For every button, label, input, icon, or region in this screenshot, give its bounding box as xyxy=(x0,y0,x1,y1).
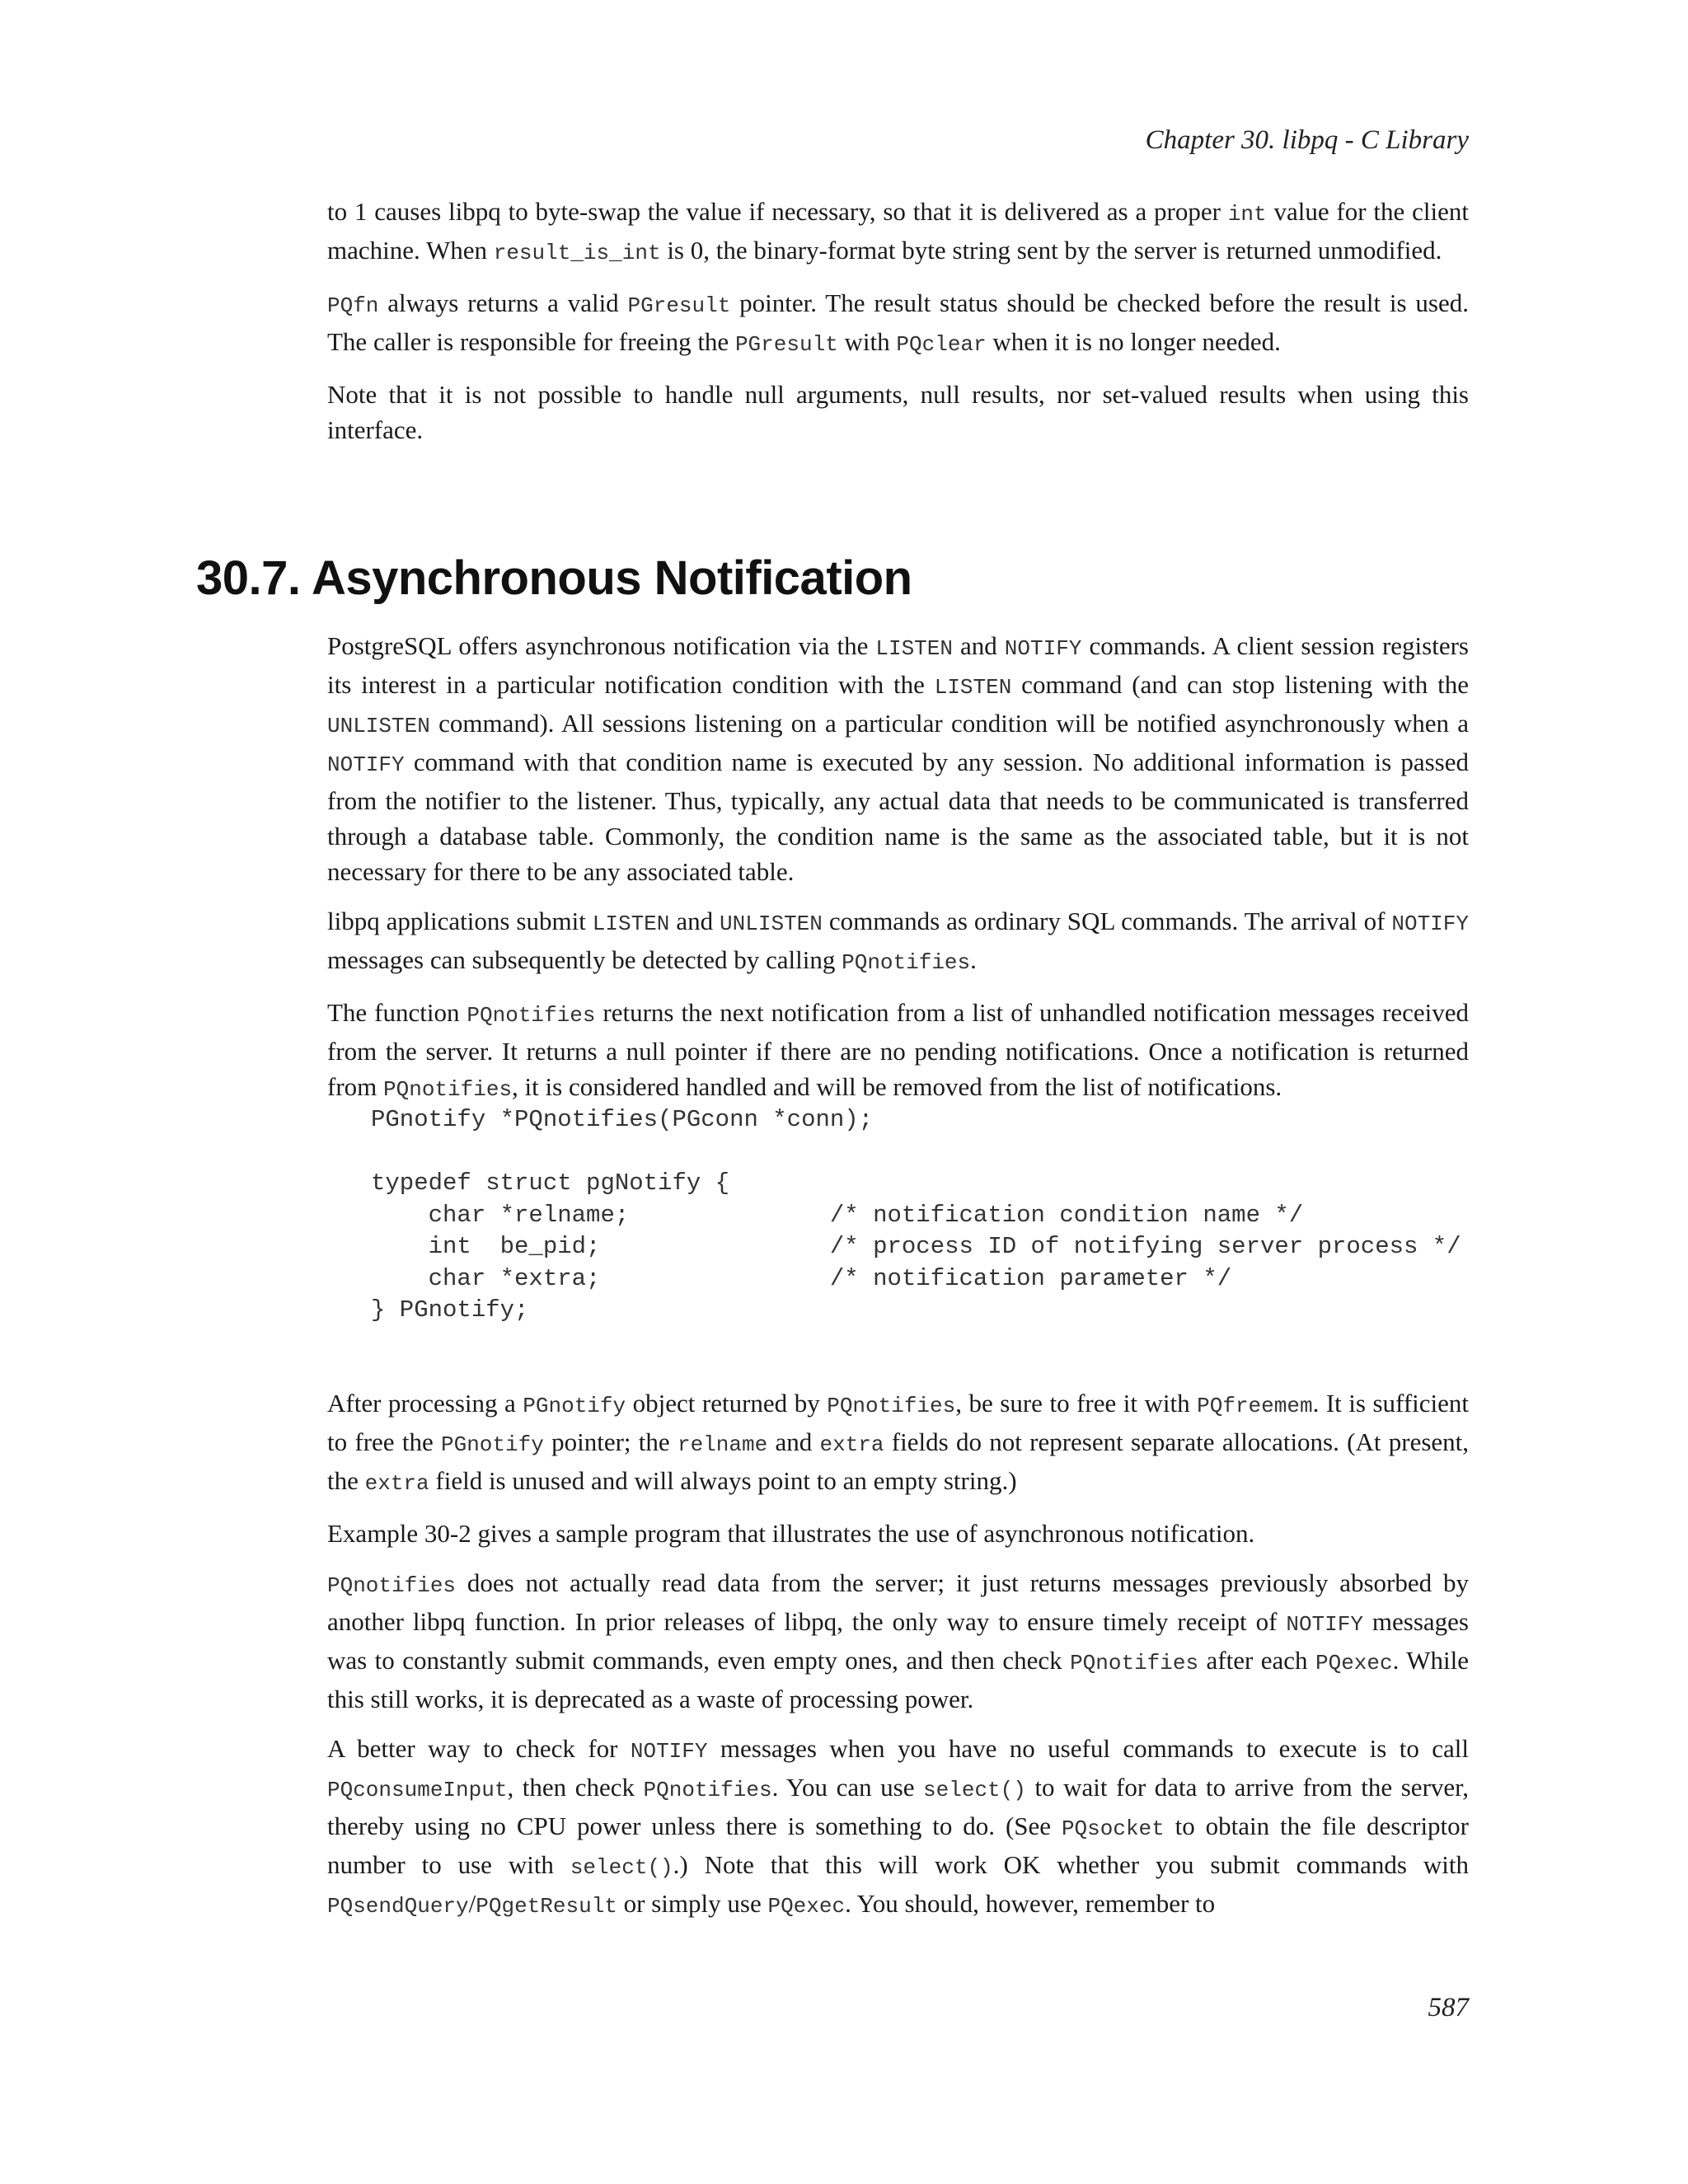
paragraph: PostgreSQL offers asynchronous notification via the LISTEN and NOTIFY commands. A client session registers its interest in a particular notification condition with the LISTEN command (and can stop listening with the UNLISTEN command). All sessions listening on a particular condition will be notified asynchronously when a NOTIFY command with that condition name is executed by any session. No additional information is passed from the notifier to the listener. Thus, typically, any actual data that needs to be communicated is transferred through a database table. Commonly, the condition name is the same as the associated table, but it is not necessary for there to be any associated table. xyxy=(327,631,1469,886)
section-heading: 30.7. Asynchronous Notification xyxy=(196,551,912,605)
inline-code: PQfreemem xyxy=(1197,1394,1313,1418)
inline-code: PQconsumeInput xyxy=(327,1778,508,1802)
inline-code: PQnotifies xyxy=(383,1077,513,1102)
paragraph: Note that it is not possible to handle null arguments, null results, nor set-valued results when using this interface. xyxy=(327,380,1469,444)
inline-code: PQnotifies xyxy=(327,1573,457,1598)
inline-code: PQexec xyxy=(767,1894,846,1919)
paragraph: PQfn always returns a valid PGresult pointer. The result status should be checked before the result is used. The caller is responsible for freeing the PGresult with PQclear when it is no longer needed. xyxy=(327,288,1469,357)
inline-code: select() xyxy=(570,1855,673,1880)
inline-code: UNLISTEN xyxy=(327,714,430,738)
inline-code: select() xyxy=(923,1778,1026,1802)
inline-code: PQclear xyxy=(896,332,987,357)
section-intro-block xyxy=(327,628,1469,1122)
inline-code: PGresult xyxy=(627,293,731,318)
code-block: PGnotify *PQnotifies(PGconn *conn); typedef struct pgNotify { char *relname; /* notification condition name */ int be_pid; /* process ID of notifying server process */ char *extra; /* notification parameter */ } PGnotify; xyxy=(371,1106,1461,1324)
paragraph: libpq applications submit LISTEN and UNLISTEN commands as ordinary SQL commands. The arrival of NOTIFY messages can subsequently be detected by calling PQnotifies. xyxy=(327,907,1469,975)
paragraph: Example 30-2 gives a sample program that illustrates the use of asynchronous notification. xyxy=(327,1519,1255,1548)
inline-code: PQnotifies xyxy=(467,1003,596,1028)
inline-code: NOTIFY xyxy=(327,752,405,777)
inline-code: PQsocket xyxy=(1061,1816,1165,1841)
inline-code: LISTEN xyxy=(934,675,1012,700)
inline-code: PGnotify xyxy=(523,1394,626,1418)
inline-code: LISTEN xyxy=(592,912,670,936)
inline-code: PQgetResult xyxy=(476,1894,617,1919)
top-text-block xyxy=(327,194,1469,462)
inline-code: NOTIFY xyxy=(1391,912,1469,936)
inline-code: PQexec xyxy=(1315,1651,1393,1675)
paragraph: A better way to check for NOTIFY messages when you have no useful commands to execute is to call PQconsumeInput, then check PQnotifies. You can use select() to wait for data to arrive from the server, thereby using no CPU power unless there is something to do. (See PQsocket to obtain the file descriptor number to use with select().) Note that this will work OK whether you submit commands with PQsendQuery/PQgetResult or simply use PQexec. You should, however, remember to xyxy=(327,1734,1469,1919)
inline-code: NOTIFY xyxy=(1286,1612,1363,1637)
paragraph: After processing a PGnotify object returned by PQnotifies, be sure to free it with PQfreemem. It is sufficient to free the PGnotify pointer; the relname and extra fields do not represent separate allocations. (At present, the extra field is unused and will always point to an empty string.) xyxy=(327,1389,1470,1496)
inline-code: extra xyxy=(364,1471,429,1496)
inline-code: PQnotifies xyxy=(827,1394,956,1418)
paragraph: The function PQnotifies returns the next notification from a list of unhandled notification messages received from the server. It returns a null pointer if there are no pending notifications. Once a notification is returned from PQnotifies, it is considered handled and will be removed from the list of notifications. xyxy=(327,998,1469,1102)
running-header: Chapter 30. libpq - C Library xyxy=(1145,125,1469,155)
inline-code: UNLISTEN xyxy=(720,912,823,936)
inline-code: result_is_int xyxy=(493,241,661,265)
inline-code: int xyxy=(1227,202,1267,227)
section-continuation-block xyxy=(327,1385,1469,1938)
inline-code: PGresult xyxy=(734,332,838,357)
paragraph: PQnotifies does not actually read data from the server; it just returns messages previously absorbed by another libpq function. In prior releases of libpq, the only way to ensure timely receipt of NOTIFY messages was to constantly submit commands, even empty ones, and then check PQnotifies after each PQexec. While this still works, it is deprecated as a waste of processing power. xyxy=(327,1568,1469,1713)
inline-code: LISTEN xyxy=(875,636,953,661)
inline-code: PQsendQuery xyxy=(327,1894,469,1919)
inline-code: PQnotifies xyxy=(643,1778,772,1802)
inline-code: NOTIFY xyxy=(630,1739,708,1764)
inline-code: relname xyxy=(677,1432,768,1457)
inline-code: PQfn xyxy=(327,293,379,318)
paragraph: to 1 causes libpq to byte-swap the value if necessary, so that it is delivered as a proper int value for the client machine. When result_is_int is 0, the binary-format byte string sent by the server is returned unmodified. xyxy=(327,197,1469,265)
page-number: 587 xyxy=(1428,1993,1469,2022)
inline-code: PQnotifies xyxy=(842,950,971,975)
inline-code: extra xyxy=(819,1432,884,1457)
inline-code: PGnotify xyxy=(441,1432,544,1457)
inline-code: NOTIFY xyxy=(1004,636,1082,661)
inline-code: PQnotifies xyxy=(1070,1651,1199,1675)
